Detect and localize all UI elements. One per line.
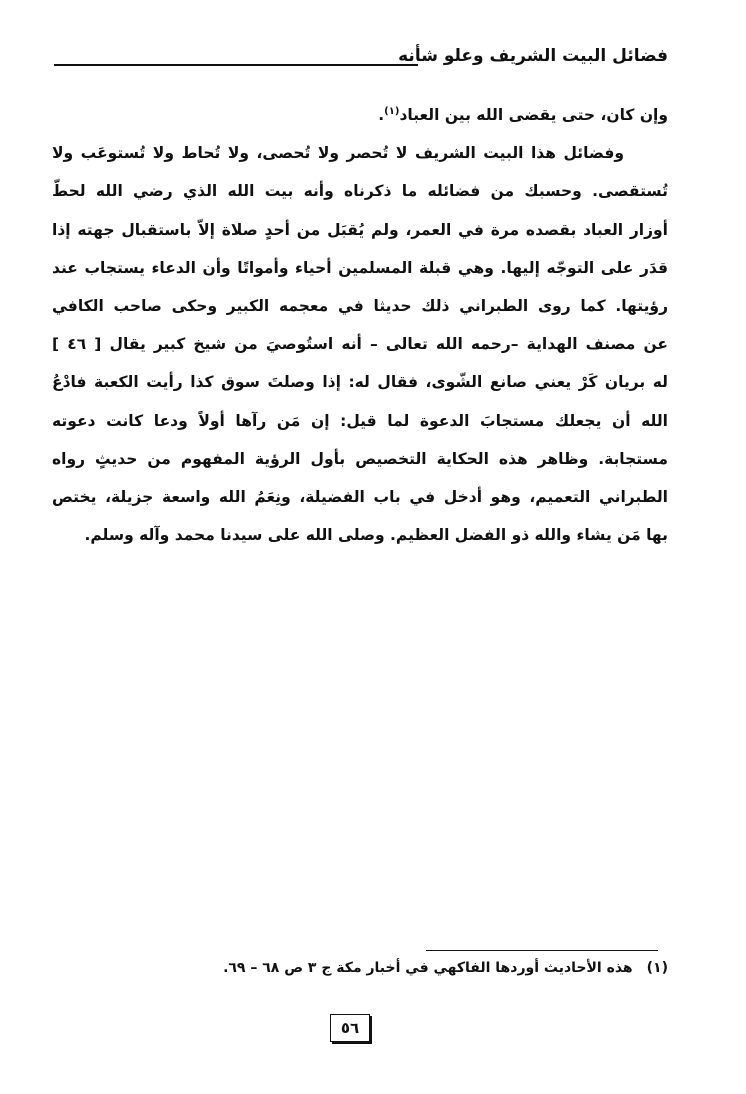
body-text [52, 96, 668, 554]
footnote-number: (١) [646, 960, 668, 976]
paragraph-2 [52, 134, 668, 554]
running-header-title: فضائل البيت الشريف وعلو شأنه [390, 46, 668, 66]
header-rule [54, 64, 418, 66]
paragraph-2-line: الله أن يجعلك مستجابَ الدعوة لما قيل: إن مَن رآها أولاً ودعا كانت دعوته [52, 411, 668, 430]
footnote-rule [426, 950, 658, 951]
paragraph-2-line: بها مَن يشاء والله ذو الفضل العظيم. وصلى الله على سيدنا محمد وآله وسلم. [84, 526, 668, 545]
page-number: ٥٦ [330, 1014, 370, 1042]
paragraph-2-line: رؤيتها. كما روى الطبراني ذلك حديثا في معجمه الكبير وحكى صاحب الكافي [52, 297, 668, 316]
paragraph-2-line: مستجابة. وظاهر هذه الحكاية التخصيص بأول الرؤية المفهوم من حديثٍ رواه [52, 449, 668, 468]
paragraph-1-tail: . [378, 106, 385, 124]
paragraph-2-line: وفضائل هذا البيت الشريف لا تُحصر ولا تُحصى، ولا تُحاط ولا تُستوعَب ولا [52, 144, 624, 163]
footnote-text: هذه الأحاديث أوردها الفاكهي في أخبار مكة ج ٣ ص ٦٨ – ٦٩. [223, 960, 633, 976]
paragraph-1-text: وإن كان، حتى يقضى الله بين العباد [399, 106, 668, 124]
footnote [223, 960, 668, 976]
paragraph-2-line: له بريان كَرْ يعني صانع الشّوى، فقال له: إذا وصلتَ سوق كذا رأيت الكعبة فادْعُ [52, 373, 668, 392]
running-header [54, 44, 668, 74]
paragraph-2-line: أوزار العباد بقصده مرة في العمر، ولم يُقبَل من أحدٍ صلاة إلاّ باستقبال جهته إذا [52, 220, 668, 239]
footnote-reference[interactable]: (١) [384, 105, 400, 117]
paragraph-2-line: عن مصنف الهداية –رحمه الله تعالى – أنه استُوصيَ من شيخ كبير يقال [ ٤٦ ] [52, 335, 668, 354]
paragraph-2-line: الطبراني التعميم، وهو أدخل في باب الفضيلة، ونِعَمُ الله واسعة جزيلة، يختص [52, 488, 668, 507]
paragraph-2-line: تُستقصى. وحسبك من فضائله ما ذكرناه وأنه بيت الله الذي رضي الله لحطّ [52, 182, 668, 201]
paragraph-1 [52, 96, 668, 134]
paragraph-2-line: قدَر على التوجّه إليها. وهي قبلة المسلمين أحياء وأمواتًا وأن الدعاء يستجاب عند [52, 258, 668, 277]
